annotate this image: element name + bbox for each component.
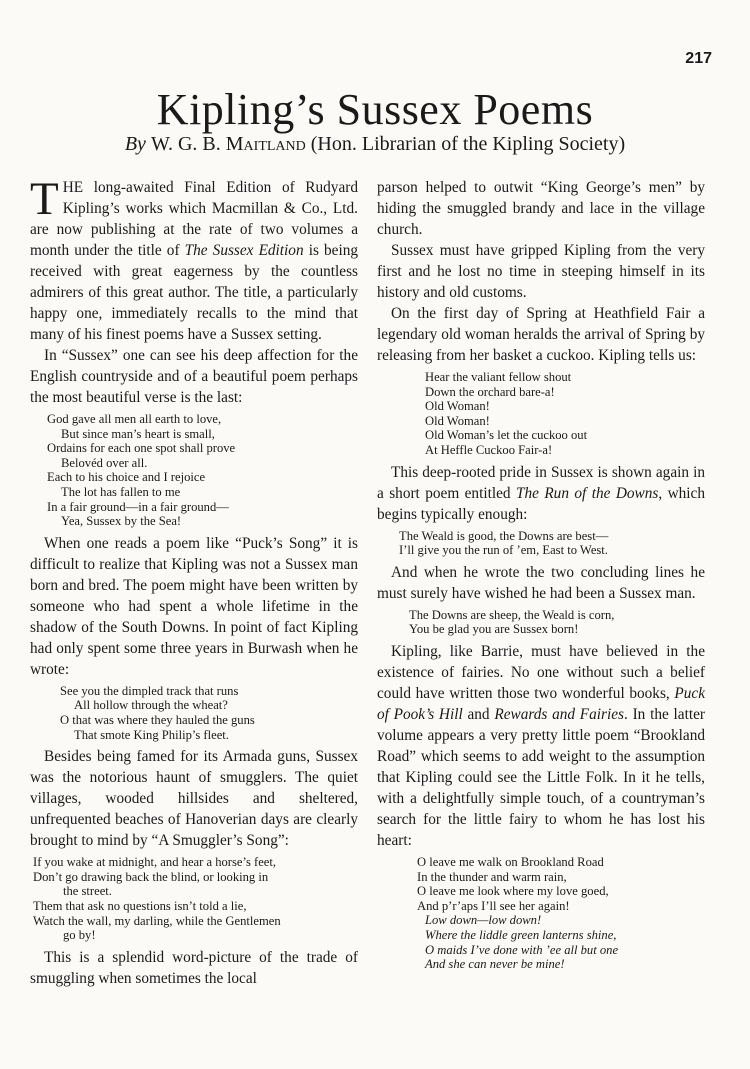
left-column (30, 173, 358, 989)
verse-line: God gave all men all earth to love, (47, 412, 222, 426)
verse-line: In a fair ground—in a fair ground— (47, 499, 229, 514)
verse-line: Old Woman! (425, 413, 490, 428)
verse-line: Old Woman! (425, 399, 490, 414)
verse-line: Low down—low down! (425, 913, 542, 928)
poem-title: The Run of the Downs (515, 484, 659, 502)
right-column (377, 177, 705, 976)
paragraph: On the first day of Spring at Heathfield Fair a legendary old woman heralds the arrival of Spring by releasing from her basket a cuckoo. Kipling tells us: (377, 305, 705, 364)
book-title: Rewards and Fairies (494, 705, 624, 723)
verse-smugglers-song (30, 855, 358, 943)
verse-line: O leave me walk on Brookland Road (417, 854, 604, 869)
byline-affiliation: (Hon. Librarian of the Kipling Society) (310, 133, 626, 155)
verse-line: Where the liddle green lanterns shine, (425, 927, 617, 942)
verse-line: Old Woman’s let the cuckoo out (425, 428, 588, 443)
verse-line: Them that ask no questions isn’t told a lie, (33, 898, 247, 913)
byline-by: By (124, 133, 146, 155)
verse-brookland-road (377, 855, 705, 972)
verse-line: Ordains for each one spot shall prove (47, 441, 236, 456)
verse-line: go by! (63, 928, 96, 943)
page-number: 217 (685, 50, 712, 67)
verse-pucks-song (30, 684, 358, 742)
paragraph (377, 641, 705, 851)
verse-line: Watch the wall, my darling, while the Gentlemen (33, 913, 281, 928)
book-title: The Sussex Edition (184, 242, 304, 259)
book-title: Puck of Pook’s Hill (377, 684, 705, 723)
paragraph-text: . In the latter volume appears a very pretty little poem “Brookland Road” which seems to add weight to the assumption that Kipling could see the Little Folk. In it he tells, with a delightfully simple touch, of a countryman’s search for the little fairy to whom he has lost his heart: (377, 705, 705, 849)
verse-line: I’ll give you the run of ’em, East to West. (399, 543, 608, 558)
verse-line: The lot has fallen to me (61, 484, 181, 499)
verse-line: That smote King Philip’s fleet. (74, 727, 229, 742)
paragraph: When one reads a poem like “Puck’s Song” it is difficult to realize that Kipling was not a Sussex man born and bred. The poem might have been written by someone who had spent a whole lifetime in the shadow of the South Downs. In point of fact Kipling had only spent some three years in Burwash when he wrote: (30, 534, 358, 678)
verse-line: All hollow through the wheat? (74, 698, 228, 713)
paragraph-text: HE long-awaited Final Edition of Rudyard Kipling’s works which Macmillan & Co., Ltd. are now publishing at the rate of two volumes a month under the title of (30, 179, 358, 259)
verse-line: O maids I’ve done with ’ee all but one (425, 942, 619, 957)
verse-line: Down the orchard bare-a! (425, 384, 555, 399)
verse-line: Don’t go drawing back the blind, or looking in (33, 869, 269, 884)
verse-line: You be glad you are Sussex born! (409, 622, 579, 637)
paragraph: Sussex must have gripped Kipling from the very first and he lost no time in steeping himself in its history and old customs. (377, 242, 705, 301)
paragraph: In “Sussex” one can see his deep affection for the English countryside and of a beautiful poem perhaps the most beautiful verse is the last: (30, 347, 358, 406)
paragraph: And when he wrote the two concluding lines he must surely have wished he had been a Sussex man. (377, 563, 705, 602)
drop-cap: T (30, 173, 59, 225)
verse-line: If you wake at midnight, and hear a horse’s feet, (33, 855, 277, 870)
paragraph (30, 173, 358, 345)
verse-line: In the thunder and warm rain, (417, 869, 567, 884)
byline (0, 133, 750, 156)
verse-line: Each to his choice and I rejoice (47, 470, 206, 485)
verse-sussex (30, 412, 358, 529)
verse-line: See you the dimpled track that runs (60, 683, 239, 698)
paragraph: This is a splendid word-picture of the trade of smuggling when sometimes the local (30, 948, 358, 987)
article-title: Kipling’s Sussex Poems (156, 85, 594, 134)
verse-line: And p’r’aps I’ll see her again! (417, 898, 570, 913)
paragraph-text: and (462, 705, 495, 723)
paragraph-text: Kipling, like Barrie, must have believed in the existence of fairies. No one without such a belief could have written those two wonderful books, (377, 642, 705, 702)
paragraph-text: is being received with great eagerness by the countless admirers of this great author. The title, a particularly happy one, immediately recalls to the mind that many of his finest poems have a Sussex setting. (30, 242, 358, 343)
verse-line: The Downs are sheep, the Weald is corn, (409, 607, 615, 622)
verse-line: But since man’s heart is small, (61, 426, 215, 441)
verse-line: Yea, Sussex by the Sea! (61, 514, 182, 529)
verse-line: Hear the valiant fellow shout (425, 370, 572, 384)
verse-line: the street. (63, 884, 112, 899)
verse-line: O leave me look where my love goed, (417, 884, 609, 899)
paragraph: parson helped to outwit “King George’s men” by hiding the smuggled brandy and lace in the village church. (377, 179, 705, 238)
paragraph: Besides being famed for its Armada guns, Sussex was the notorious haunt of smugglers. The quiet villages, wooded hillsides and sheltered, unfrequented beaches of Hanoverian days are clearly brought to mind by “A Smuggler’s Song”: (30, 748, 358, 850)
verse-line: Belovéd over all. (61, 455, 148, 470)
verse-run-of-the-downs (377, 529, 705, 558)
byline-author: W. G. B. Maitland (150, 133, 306, 155)
verse-line: And she can never be mine! (425, 957, 565, 972)
verse-line: The Weald is good, the Downs are best— (399, 528, 609, 543)
verse-heffle-cuckoo-fair (377, 370, 705, 458)
verse-line: At Heffle Cuckoo Fair-a! (425, 442, 553, 457)
paragraph-text: This deep-rooted pride in Sussex is shown again in a short poem entitled (377, 463, 705, 502)
verse-downs-are-sheep (377, 608, 705, 637)
verse-line: O that was where they hauled the guns (60, 712, 255, 727)
paragraph-text: , which begins typically enough: (377, 484, 705, 523)
paragraph (377, 462, 705, 525)
